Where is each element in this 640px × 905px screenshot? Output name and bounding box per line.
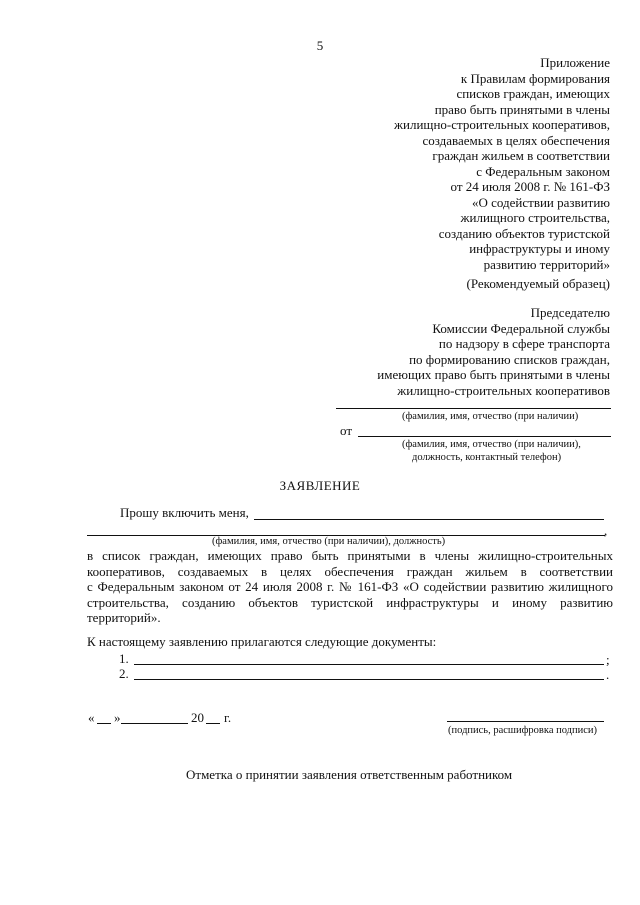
appendix-line: «О содействии развитию (472, 194, 610, 210)
appendix-block (350, 55, 610, 272)
appendix-line: развитию территорий» (483, 256, 610, 272)
acceptance-mark: Отметка о принятии заявления ответственным работником (186, 767, 513, 782)
addressee-line: по формированию списков граждан, (409, 351, 610, 367)
request-comma: , (604, 523, 608, 538)
addressee-block (310, 305, 610, 398)
recommended-sample-label: (Рекомендуемый образец) (466, 276, 610, 291)
date-day-field[interactable] (97, 723, 111, 724)
attachment-2-field[interactable] (134, 679, 604, 680)
sender-name-field[interactable] (358, 436, 611, 437)
date-year-prefix: 20 (191, 710, 204, 725)
attachment-end: ; (606, 652, 610, 667)
appendix-line: списков граждан, имеющих (456, 86, 610, 101)
request-intro: Прошу включить меня, (120, 505, 249, 520)
appendix-line: право быть принятыми в члены (434, 101, 610, 117)
document-title: ЗАЯВЛЕНИЕ (279, 478, 361, 493)
addressee-line: по надзору в сфере транспорта (438, 336, 610, 351)
recipient-caption: (фамилия, имя, отчество (при наличии) (402, 411, 579, 422)
appendix-line: жилищного строительства, (460, 210, 610, 225)
request-body-text (87, 548, 613, 626)
date-year-suffix: г. (224, 710, 232, 725)
addressee-line: жилищно-строительных кооперативов (397, 382, 610, 398)
appendix-line: от 24 июля 2008 г. № 161-ФЗ (450, 179, 610, 194)
page-number: 5 (316, 38, 324, 53)
appendix-line: граждан жильем в соответствии (432, 148, 610, 163)
attachment-end: . (606, 667, 610, 682)
body-line: в список граждан, имеющих право быть принятыми в члены жилищно-строительных (87, 548, 613, 563)
signature-caption: (подпись, расшифровка подписи) (448, 725, 598, 736)
date-quote-close: » (114, 710, 121, 725)
sender-caption-line2: должность, контактный телефон) (412, 452, 562, 463)
sender-caption-line1: (фамилия, имя, отчество (при наличии), (402, 439, 581, 450)
applicant-name-field-part1[interactable] (254, 519, 604, 520)
addressee-line: имеющих право быть принятыми в члены (377, 367, 610, 382)
body-line: строительства, созданию объектов туристской инфраструктуры и иному развитию (87, 594, 613, 610)
body-line: территорий». (87, 610, 161, 625)
signature-field[interactable] (447, 721, 604, 722)
appendix-line: к Правилам формирования (460, 70, 610, 86)
applicant-caption: (фамилия, имя, отчество (при наличии), должность) (212, 536, 446, 547)
appendix-line: Приложение (540, 55, 610, 70)
recipient-name-field[interactable] (336, 408, 611, 409)
body-line: с Федеральным законом от 24 июля 2008 г. № 161-ФЗ «О содействии развитию жилищного (87, 579, 613, 594)
appendix-line: инфраструктуры и иному (469, 241, 610, 256)
body-line: кооперативов, создаваемых в целях обеспечения граждан жильем в соответствии (87, 563, 613, 579)
appendix-line: созданию объектов туристской (438, 225, 610, 241)
date-month-field[interactable] (121, 723, 188, 724)
date-year-field[interactable] (206, 723, 220, 724)
attachments-intro: К настоящему заявлению прилагаются следующие документы: (87, 634, 437, 649)
attachment-number: 1. (119, 651, 129, 666)
addressee-line: Комиссии Федеральной службы (432, 320, 610, 336)
appendix-line: жилищно-строительных кооперативов, (394, 117, 610, 132)
addressee-line: Председателю (530, 305, 610, 320)
attachment-1-field[interactable] (134, 664, 604, 665)
from-label: от (340, 423, 353, 438)
date-quote-open: « (88, 710, 95, 725)
attachment-number: 2. (119, 666, 129, 681)
appendix-line: с Федеральным законом (476, 163, 610, 179)
appendix-line: создаваемых в целях обеспечения (422, 132, 610, 148)
